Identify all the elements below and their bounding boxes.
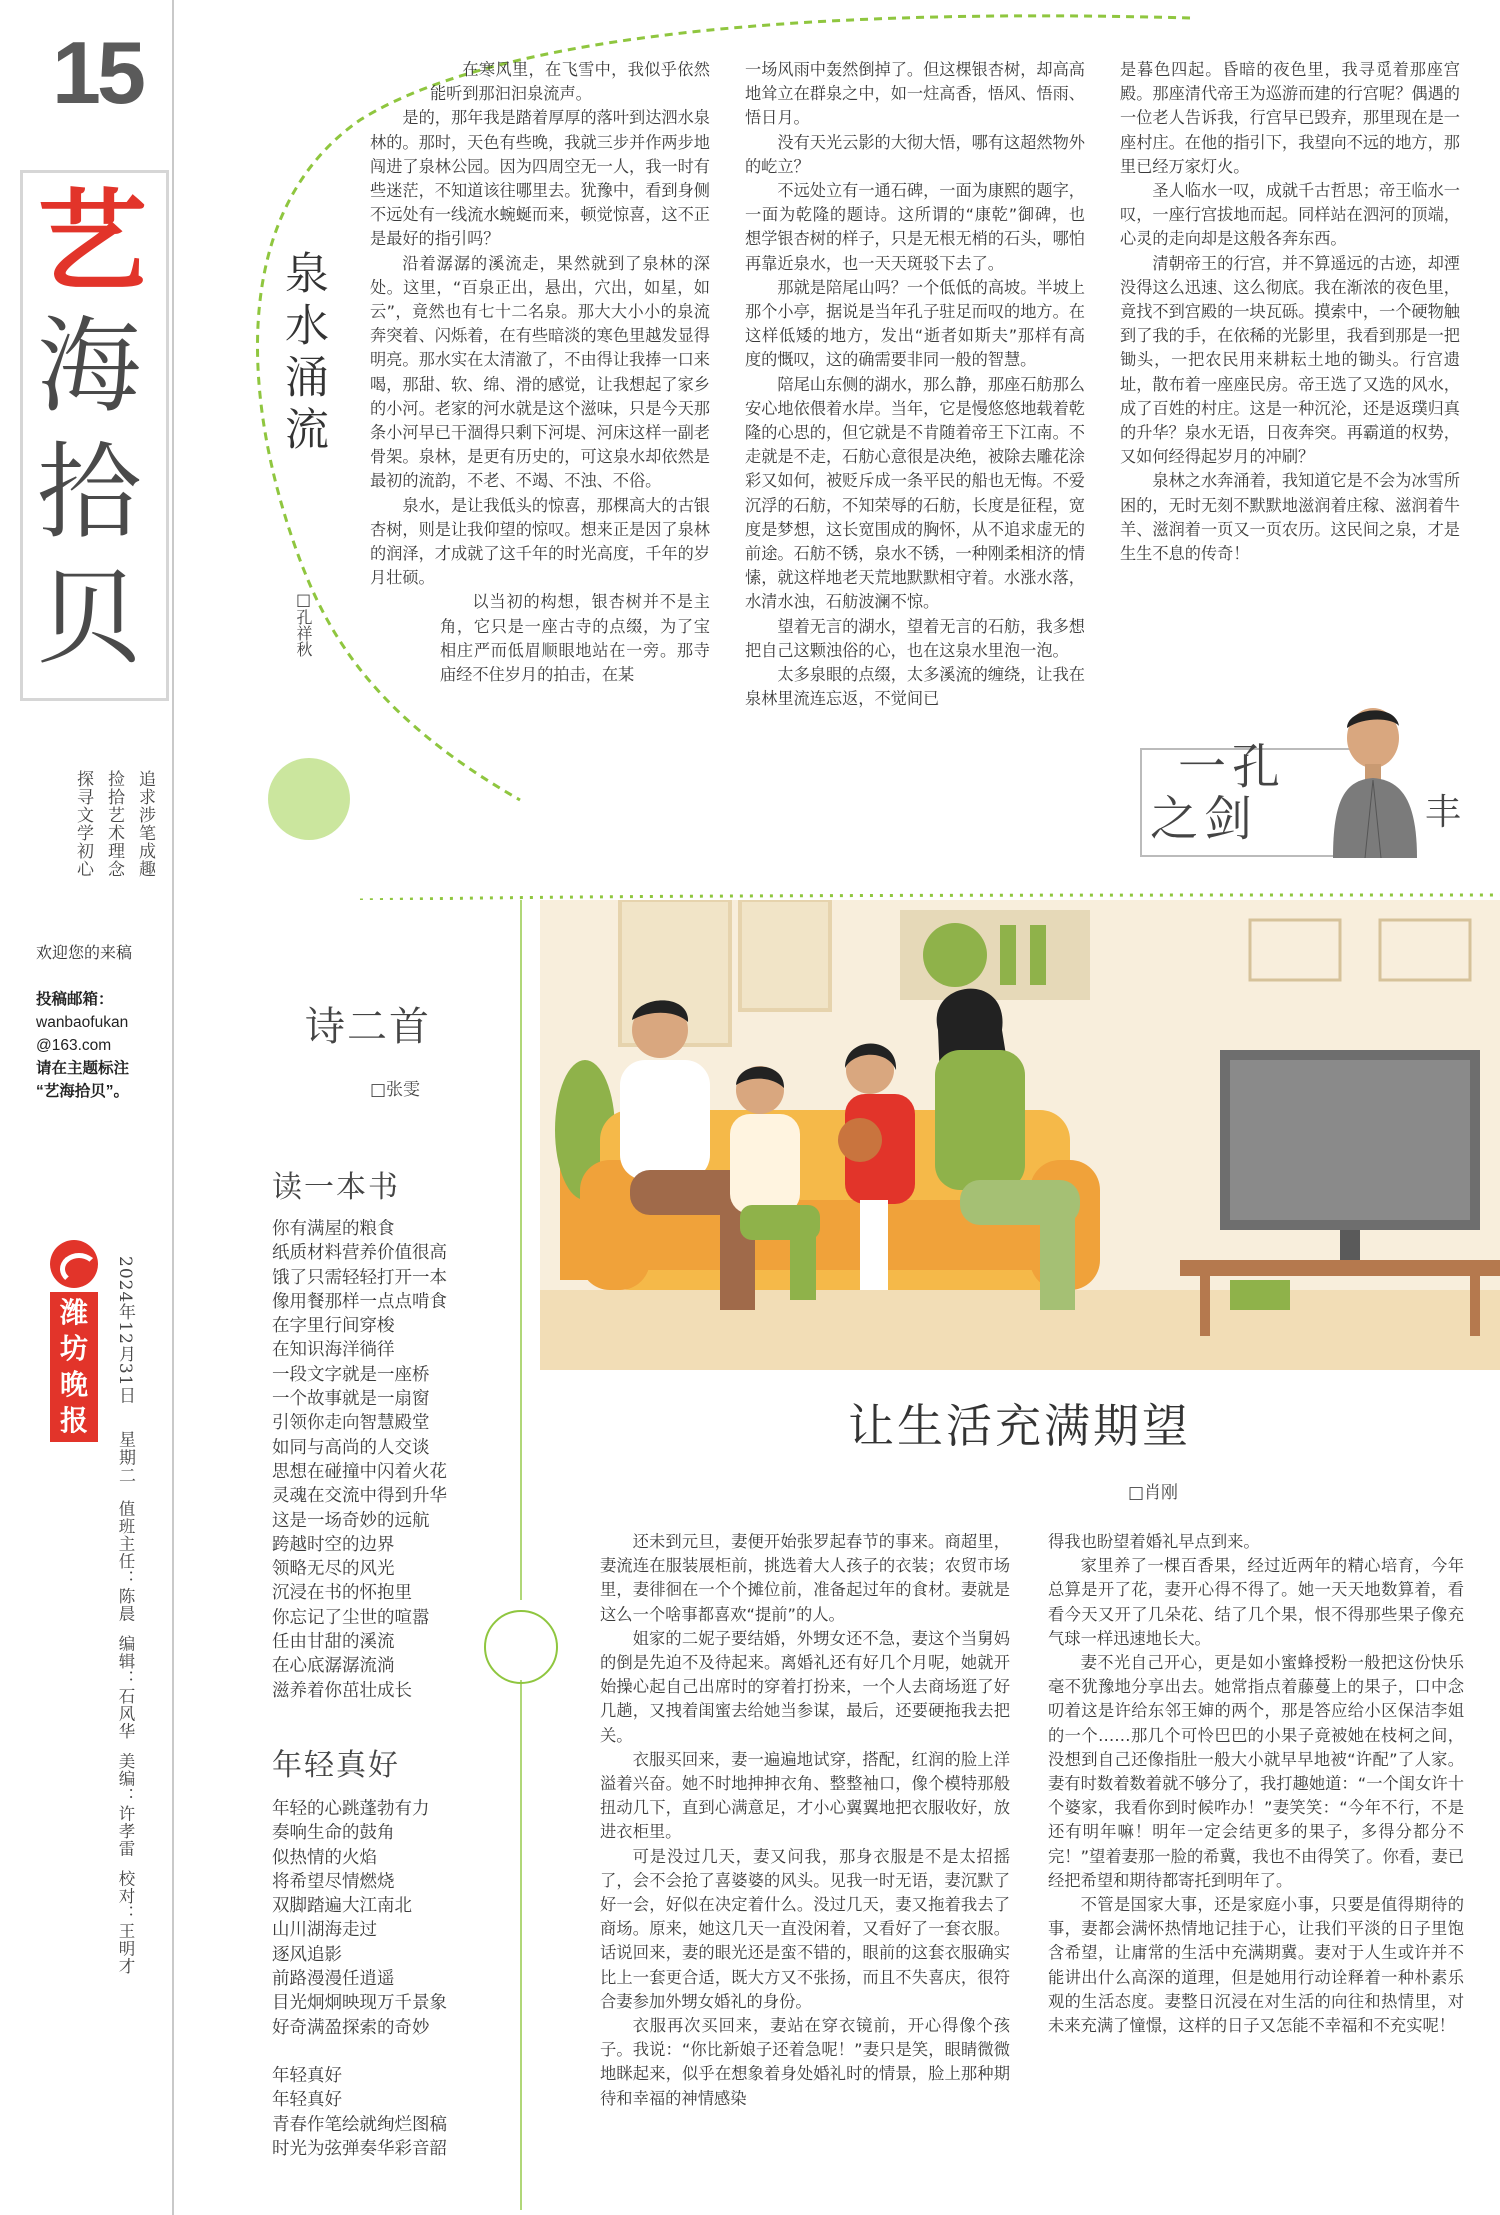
- article3-paragraph: 衣服买回来，妻一遍遍地试穿，搭配，红润的脸上洋溢着兴奋。她不时地抻抻衣角、整整袖口，像个模特那般扭动几下，直到心满意足，才小心翼翼地把衣服收好，放进衣柜里。: [600, 1749, 1010, 1842]
- article3-column: [1048, 1530, 1464, 2038]
- article2-author: □张雯: [370, 1080, 421, 1100]
- section-title-char: 贝: [37, 557, 142, 679]
- article2-title: 诗二首: [305, 1004, 431, 1050]
- poem-line: 你忘记了尘世的喧嚣: [272, 1607, 430, 1628]
- family-illustration: [540, 900, 1500, 1370]
- section-title-char: 海: [37, 305, 142, 427]
- article3-title: 让生活充满期望: [848, 1399, 1191, 1453]
- poem-line: 逐风追影: [272, 1944, 342, 1965]
- poem2-body: [272, 1797, 502, 2161]
- poem-line: [272, 2040, 502, 2064]
- article1-paragraph: 一场风雨中轰然倒掉了。但这棵银杏树，却高高地耸立在群泉之中，如一炷高香，悟风、悟雨、悟日月。: [745, 60, 1085, 128]
- article1-paragraph: 沿着潺潺的溪流走，果然就到了泉林的深处。这里，“百泉正出，悬出，穴出，如星，如云”，竟然也有七十二名泉。那大大小小的泉流奔突着、闪烁着，在有些暗淡的寒色里越发显得明亮。那水实在太清澈了，不由得让我捧一口来喝，那甜、软、绵、滑的感觉，让我想起了家乡的小河。老家的河水就是这个滋味，只是今天那条小河早已干涸得只剩下河堤、河床这样一副老骨架。泉林，是更有历史的，可这泉水却依然是最初的流韵，不老、不竭、不浊、不俗。: [370, 253, 710, 491]
- article3-column: [600, 1530, 1010, 2111]
- section-title-char: 艺: [37, 177, 147, 306]
- issue-date: [113, 1256, 138, 1485]
- article1-column: [1120, 58, 1460, 566]
- poem-line: 领略无尽的风光: [272, 1559, 395, 1580]
- poem-line: 目光炯炯映现万千景象: [272, 1993, 447, 2014]
- article3-paragraph: 得我也盼望着婚礼早点到来。: [1048, 1532, 1260, 1551]
- poem-line: 年轻真好: [272, 2090, 342, 2111]
- submission-info: [36, 988, 129, 1103]
- poem-line: 双脚踏遍大江南北: [272, 1896, 412, 1917]
- article1-paragraph: 泉水，是让我低头的惊喜，那棵高大的古银杏树，则是让我仰望的惊叹。想来正是因了泉林的润泽，才成就了这千年的时光高度，千年的岁月壮硕。: [370, 495, 710, 588]
- poem-line: 沉浸在书的怀抱里: [272, 1583, 412, 1604]
- article1-paragraph: 清朝帝王的行宫，并不算遥远的古迹，却湮没得这么迅速、这么彻底。我在渐浓的夜色里，竟找不到宫殿的一块瓦砾。摸索中，一个硬物触到了我的手，在依稀的光影里，我看到那是一把锄头，一把农民用来耕耘土地的锄头。行宫遗址，散布着一座座民房。帝王选了又选的风水，成了百姓的村庄。这是一种沉沦，还是返璞归真的升华？泉水无语，日夜奔突。再霸道的权势，又如何经得起岁月的冲刷？: [1120, 253, 1460, 467]
- newspaper-logo-icon: [50, 1240, 98, 1288]
- article1-paragraph: 圣人临水一叹，成就千古哲思；帝王临水一叹，一座行宫拔地而起。同样站在泗河的顶端，心灵的走向却是这般各奔东西。: [1120, 181, 1460, 249]
- submission-email[interactable]: @163.com: [36, 1037, 112, 1054]
- poem-line: 山川湖海走过: [272, 1920, 377, 1941]
- newspaper-name-box: [50, 1292, 98, 1442]
- newspaper-name-char: 晚: [59, 1368, 88, 1401]
- poem-line: 前路漫漫任逍遥: [272, 1969, 395, 1990]
- article1-paragraph: 以当初的构想，银杏树并不是主角，它只是一座古寺的点缀，为了宝相庄严而低眉顺眼地站在一旁。那寺庙经不住岁月的拍击，在某: [440, 592, 710, 685]
- article1-paragraph: 陪尾山东侧的湖水，那么静，那座石舫那么安心地依偎着水岸。当年，它是慢悠悠地载着乾隆的心思的，但它就是不肯随着帝王下江南。不走就是不走，石舫心意很是决绝，被除去雕花涂彩又如何，被贬斥成一条平民的船也无悔。不爱沉浮的石舫，不知荣辱的石舫，长度是征程，宽度是梦想，这长宽围成的胸怀，从不追求虚无的前途。石舫不锈，泉水不锈，一种刚柔相济的情愫，就这样地老天荒地默默相守着。水涨水落，水清水浊，石舫波澜不惊。: [745, 374, 1085, 612]
- poem-line: 青春作笔绘就绚烂图稿: [272, 2114, 447, 2135]
- poem-line: 你有满屋的粮食: [272, 1219, 395, 1239]
- poem-line: 一个故事就是一扇窗: [272, 1389, 430, 1410]
- article1-author: □孔祥秋: [294, 590, 313, 657]
- poem-line: 一段文字就是一座桥: [272, 1364, 430, 1385]
- column-rule: [520, 1680, 522, 2210]
- motto-line: 追求涉笔成趣: [135, 770, 155, 878]
- submission-note: 请在主题标注: [36, 1060, 130, 1077]
- poem-line: 好奇满盈探索的奇妙: [272, 2017, 430, 2038]
- section-title-char: 拾: [37, 431, 142, 553]
- newspaper-name-char: 坊: [59, 1332, 88, 1365]
- newspaper-name-char: 报: [59, 1404, 88, 1437]
- poem-line: 在字里行间穿梭: [272, 1316, 395, 1337]
- article1-column: [745, 58, 1085, 711]
- poem-line: 灵魂在交流中得到升华: [272, 1486, 447, 1507]
- poem-line: 将希望尽情燃烧: [272, 1871, 395, 1892]
- article1-paragraph: 是暮色四起。昏暗的夜色里，我寻觅着那座宫殿。那座清代帝王为巡游而建的行宫呢？偶遇的一位老人告诉我，行宫早已毁弃，那里现在是一座村庄。在他的指引下，我望向不远的地方，那里已经万家灯火。: [1120, 60, 1460, 176]
- submission-note: “艺海拾贝”。: [36, 1083, 130, 1100]
- page-number: 15: [52, 23, 142, 122]
- article1-paragraph: 是的，那年我是踏着厚厚的落叶到达泗水泉林的。那时，天色有些晚，我就三步并作两步地闯进了泉林公园。因为四周空无一人，我一时有些迷茫，不知道该往哪里去。犹豫中，看到身侧不远处有一线流水蜿蜒而来，顿觉惊喜，这不正是最好的指引吗？: [370, 108, 710, 249]
- article3-paragraph: 家里养了一棵百香果，经过近两年的精心培育，今年总算是开了花，妻开心得不得了。她一天天地数算着，看看今天又开了几朵花、结了几个果，恨不得那些果子像充气球一样迅速地长大。: [1048, 1556, 1464, 1648]
- newspaper-logo: [46, 1240, 106, 1445]
- article1-paragraph: 太多泉眼的点缀，太多溪流的缠绕，让我在泉林里流连忘返，不觉间已: [745, 665, 1085, 709]
- poem-line: 饿了只需轻轻打开一本: [272, 1267, 447, 1288]
- poem-line: 年轻的心跳蓬勃有力: [272, 1799, 430, 1819]
- article1-paragraph: 望着无言的湖水，望着无言的石舫，我多想把自己这颗浊俗的心，也在这泉水里泡一泡。: [745, 616, 1085, 660]
- article3-paragraph: 姐家的二妮子要结婚，外甥女还不急，妻这个当舅妈的倒是先迫不及待起来。离婚礼还有好几个月呢，她就开始操心起自己出席时的穿着打扮来，一个人去商场逛了好几趟，又拽着闺蜜去给她当参谋，最后，还要硬拖我去把关。: [600, 1628, 1010, 1745]
- poem-line: 似热情的火焰: [272, 1847, 377, 1868]
- article3-paragraph: 还未到元旦，妻便开始张罗起春节的事来。商超里，妻流连在服装展柜前，挑选着大人孩子的衣装；农贸市场里，妻徘徊在一个个摊位前，准备起过年的食材。妻就是这么一个啥事都喜欢“提前”的人。: [600, 1532, 1010, 1624]
- staff-credits: 值班主任：陈晨 编辑：石风华 美编：许孝雷 校对：王明才: [116, 1500, 135, 1975]
- column-rule: [520, 900, 522, 1600]
- article1-paragraph: 那就是陪尾山吗？一个低低的高坡。半坡上那个小亭，据说是当年孔子驻足而叹的地方。在这样低矮的地方，发出“逝者如斯夫”那样有高度的慨叹，这的确需要非同一般的智慧。: [745, 277, 1085, 370]
- welcome-text: 欢迎您的来稿: [36, 943, 133, 962]
- article3-paragraph: 不管是国家大事，还是家庭小事，只要是值得期待的事，妻都会满怀热情地记挂于心，让我们平淡的日子里饱含希望，让庸常的生活中充满期冀。妻对于人生或许并不能讲出什么高深的道理，但是她用行动诠释着一种朴素乐观的生活态度。妻整日沉浸在对生活的向往和热情里，对未来充满了憧憬，这样的日子又怎能不幸福和不充实呢！: [1048, 1895, 1464, 2036]
- article3-paragraph: 可是没过几天，妻又问我，那身衣服是不是太招摇了，会不会抢了喜婆婆的风头。见我一时无语，妻沉默了好一会，好似在决定着什么。没过几天，妻又拖着我去了商场。原来，她这几天一直没闲着，又看好了一套衣服。话说回来，妻的眼光还是蛮不错的，眼前的这套衣服确实比上一套更合适，既大方又不张扬，而且不失喜庆，很符合妻参加外甥女婚礼的身份。: [600, 1846, 1010, 2011]
- poem-line: 奏响生命的鼓角: [272, 1823, 395, 1844]
- green-circle-decoration: [268, 758, 350, 840]
- motto-line: 探寻文学初心: [73, 770, 93, 878]
- column-badge-line2: 之剑: [1150, 791, 1259, 847]
- poem-line: 像用餐那样一点点啃食: [272, 1291, 447, 1312]
- article1-title: 泉水涌流: [277, 250, 328, 458]
- column-badge-signature: 丰: [1425, 792, 1462, 833]
- poem-line: 在心底潺潺流淌: [272, 1656, 395, 1677]
- poem-line: 时光为弦弹奏华彩音韶: [272, 2138, 447, 2159]
- submission-email[interactable]: wanbaofukan: [36, 1014, 129, 1031]
- submission-label: 投稿邮箱：: [36, 991, 114, 1008]
- author-portrait: [1325, 700, 1425, 858]
- poem1-title: 读一本书: [272, 1170, 400, 1205]
- column-badge: [1140, 700, 1470, 860]
- poem-line: 任由甘甜的溪流: [272, 1632, 395, 1653]
- article3-paragraph: 衣服再次买回来，妻站在穿衣镜前，开心得像个孩子。我说：“你比新娘子还着急呢！”妻只是笑，眼睛微微地眯起来，似乎在想象着身处婚礼时的情景，脸上那种期待和幸福的神情感染: [600, 2016, 1010, 2108]
- poem-line: 思想在碰撞中闪着火花: [272, 1461, 447, 1482]
- poem1-body: [272, 1217, 502, 1703]
- poem-line: 年轻真好: [272, 2065, 342, 2086]
- article3-author: □肖刚: [1128, 1483, 1179, 1503]
- poem-line: 滋养着你茁壮成长: [272, 1680, 412, 1701]
- newspaper-name-char: 潍: [59, 1296, 88, 1329]
- article1-paragraph: 泉林之水奔涌着，我知道它是不会为冰雪所困的，无时无刻不默默地滋润着庄稼、滋润着牛羊、滋润着一页又一页农历。这民间之泉，才是生生不息的传奇！: [1120, 471, 1460, 564]
- poem-line: 这是一场奇妙的远航: [272, 1510, 430, 1531]
- poem-line: 引领你走向智慧殿堂: [272, 1413, 430, 1434]
- poem2-title: 年轻真好: [272, 1748, 400, 1783]
- poem-line: 跨越时空的边界: [272, 1534, 395, 1555]
- article1-column: [370, 58, 710, 687]
- weekday: 星期二: [115, 1430, 135, 1485]
- article1-paragraph: 没有天光云影的大彻大悟，哪有这超然物外的屹立？: [745, 132, 1085, 176]
- article1-paragraph: 在寒风里，在飞雪中，我似乎依然能听到那汩汩泉流声。: [430, 60, 710, 104]
- article1-paragraph: 不远处立有一通石碑，一面为康熙的题字，一面为乾隆的题诗。这所谓的“康乾”御碑，也想学银杏树的样子，只是无根无梢的石头，哪怕再靠近泉水，也一天天斑驳下去了。: [745, 181, 1085, 273]
- poem-line: 纸质材料营养价值很高: [272, 1243, 447, 1264]
- date: 2024年12月31日: [115, 1256, 135, 1405]
- poem-line: 如同与高尚的人交谈: [272, 1437, 430, 1458]
- motto-line: 捡拾艺术理念: [104, 770, 124, 878]
- column-badge-line1: 一孔: [1178, 739, 1287, 795]
- article3-paragraph: 妻不光自己开心，更是如小蜜蜂授粉一般把这份快乐毫不犹豫地分享出去。她常指点着藤蔓上的果子，口中念叨着这是许给东邻王婶的两个，那是答应给小区保洁李姐的一个……那几个可怜巴巴的小果子竟被她在枝柯之间，没想到自己还像指肚一般大小就早早地被“许配”了人家。妻有时数着数着就不够分了，我打趣她道：“一个闺女许十个婆家，我看你到时候咋办！”妻笑笑：“今年不行，不是还有明年嘛！明年一定会结更多的果子，多得分都分不完！”望着妻那一脸的希冀，我也不由得笑了。你看，妻已经把希望和期待都寄托到明年了。: [1048, 1653, 1464, 1890]
- poem-line: 在知识海洋徜徉: [272, 1340, 395, 1361]
